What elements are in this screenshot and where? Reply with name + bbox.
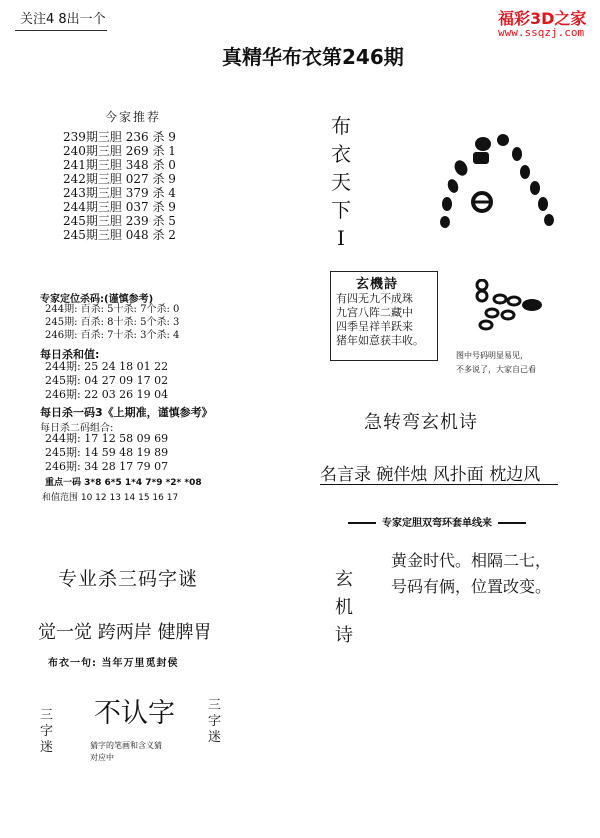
expert-row: 244期: 百杀: 5十杀: 7个杀: 0 [45,304,180,315]
buyi-char: 下 [331,198,351,222]
chain-doodle-image [425,132,575,230]
banner-dash-right [498,522,526,524]
expert-row: 246期: 百杀: 7十杀: 3个杀: 4 [45,330,180,341]
poem-line: 九宫八阵二藏中 [336,306,413,319]
key-number-line: 重点一码 3*8 6*5 1*4 7*9 *2* *08 [45,478,202,488]
header-underline [15,30,107,31]
buyi-vertical [328,112,354,252]
poem-lines [336,292,424,348]
kill-two-row: 245期: 14 59 48 19 89 [45,446,169,459]
buyi-char: I [337,226,345,250]
xuanji-char: 机 [335,597,353,618]
number-doodle-image [470,279,550,333]
hezhi-line: 和值范围 10 12 13 14 15 16 17 [42,493,179,503]
picture-note-2: 不多说了，大家自己看 [456,365,536,374]
banner-dash-left [348,522,376,524]
expert-title: 专家定位杀码:(谨慎参考) [40,294,154,305]
buyi-line: 布衣一句: 当年万里觅封侯 [48,658,179,669]
picture-note-1: 图中号码明显易见， [456,351,528,360]
page-title: 真精华布衣第246期 [222,45,404,69]
small-note-1: 猜字的笔画和含义猜 [90,741,162,750]
kill-one-title: 每日杀一码3《上期准，谨慎参考》 [40,406,213,419]
three-dan-row: 240期三胆 269 杀 1 [63,144,176,158]
three-dan-row: 243期三胆 379 杀 4 [63,186,176,200]
buyi-char: 布 [331,114,351,138]
section1-title: 今家推荐 [105,110,162,124]
side-right-label: 三字迷 [208,698,222,745]
three-dan-list [63,130,176,242]
small-note-2: 对应中 [90,753,114,762]
three-dan-row: 239期三胆 236 杀 9 [63,130,176,144]
xuanji-vertical [333,566,355,650]
poem-line: 猪年如意获丰收。 [336,334,424,347]
kill-two-row: 246期: 34 28 17 79 07 [45,460,169,473]
poem-line: 有四无九不成珠 [336,292,413,305]
expert-banner [342,514,532,529]
kill-two-row: 244期: 17 12 58 09 69 [45,432,169,445]
sum-row: 244期: 25 24 18 01 22 [45,360,169,373]
sum-row: 246期: 22 03 26 19 04 [45,388,169,401]
xuanji-box-title: 玄機詩 [356,277,399,292]
riddle-title: 专业杀三码字谜 [58,568,199,590]
poem-line: 四季呈祥羊跃来 [336,320,413,333]
kill-two-list [45,432,168,474]
expert-banner-text: 专家定胆双弯环套单线来 [382,518,492,529]
motto-line: 名言录 碗伴烛 风扑面 枕边风 [320,465,541,485]
sum-title: 每日杀和值: [40,348,100,361]
expert-row: 245期: 百杀: 8十杀: 5个杀: 3 [45,317,180,328]
sum-list [45,360,168,402]
riddle-phrases: 觉一觉 跨两岸 健脾胃 [38,622,212,643]
watermark-url: www.ssqzj.com [498,26,585,39]
big-word: 不认字 [94,698,175,729]
buyi-char: 衣 [331,142,351,166]
three-dan-row: 242期三胆 027 杀 9 [63,172,176,186]
final-poem-line-2: 号码有俩，位置改变。 [391,577,552,596]
sum-row: 245期: 04 27 09 17 02 [45,374,169,387]
three-dan-row: 245期三胆 239 杀 5 [63,214,176,228]
watermark-name: 福彩3D之家 [498,9,587,28]
side-left-label: 三字迷 [40,708,54,755]
poem2-title: 急转弯玄机诗 [364,412,478,433]
three-dan-row: 245期三胆 048 杀 2 [63,228,176,242]
final-poem-line-1: 黄金时代。相隔二七， [391,551,552,570]
three-dan-row: 244期三胆 037 杀 9 [63,200,176,214]
motto-underline [320,484,558,485]
top-left-note: 关注4 8出一个 [20,12,106,27]
expert-list [45,303,179,342]
kill-two-title: 每日杀二码组合: [40,423,114,434]
buyi-char: 天 [331,170,351,194]
xuanji-char: 玄 [335,569,353,590]
three-dan-row: 241期三胆 348 杀 0 [63,158,176,172]
xuanji-char: 诗 [335,625,353,646]
